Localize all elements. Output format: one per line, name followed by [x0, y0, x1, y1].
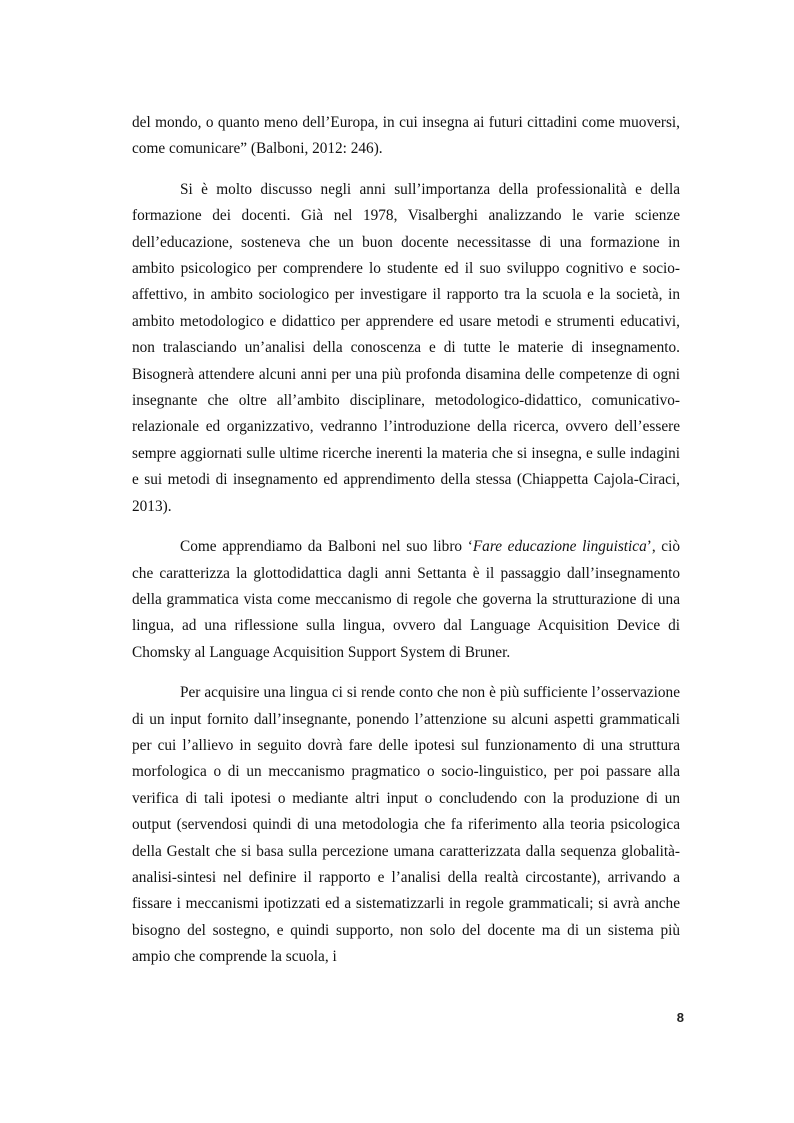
paragraph-teacher-training: Si è molto discusso negli anni sull’importanza della professionalità e della formazione dei docenti. Già nel 1978, Visalberghi analizzando le varie scienze dell’educazione, sosteneva che un buon docente necessitasse di una formazione in ambito psicologico per comprendere lo studente ed il suo sviluppo cognitivo e socio-affettivo, in ambito sociologico per investigare il rapporto tra la scuola e la società, in ambito metodologico e didattico per apprendere ed usare metodi e strumenti educativi, non tralasciando un’analisi della conoscenza e di tutte le materie di insegnamento. Bisognerà attendere alcuni anni per una più profonda disamina delle competenze di ogni insegnante che oltre all’ambito disciplinare, metodologico-didattico, comunicativo-relazionale ed organizzativo, vedranno l’introduzione della ricerca, ovvero dell’essere sempre aggiornati sulle ultime ricerche inerenti la materia che si insegna, e sulle indagini e sui metodi di insegnamento ed apprendimento della stessa (Chiappetta Cajola-Ciraci, 2013). — [132, 180, 680, 515]
paragraph-glottodidactics-end: ’, ciò che caratterizza la glottodidattica dagli anni Settanta è il passaggio dall’insegnamento della grammatica vista come meccanismo di regole che governa la strutturazione di una lingua, ad una riflessione sulla lingua, ovvero dal Language Acquisition Device di Chomsky al Language Acquisition Support System di Bruner. — [132, 538, 680, 661]
paragraph-language-acquisition: Per acquisire una lingua ci si rende conto che non è più sufficiente l’osservazione di un input fornito dall’insegnante, ponendo l’attenzione su alcuni aspetti grammaticali per cui l’allievo in seguito dovrà fare delle ipotesi sul funzionamento di una struttura morfologica o di un meccanismo pragmatico o socio-linguistico, per poi passare alla verifica di tali ipotesi o mediante altri input o concludendo con la produzione di un output (servendosi quindi di una metodologia che fa riferimento alla teoria psicologica della Gestalt che si basa sulla percezione umana caratterizzata dalla sequenza globalità-analisi-sintesi nel definire il rapporto e l’analisi della realtà circostante), arrivando a fissare i meccanismi ipotizzati ed a sistematizzarli in regole grammaticali; si avrà anche bisogno del sostegno, e quindi supporto, non solo del docente ma di un sistema più ampio che comprende la scuola, i — [132, 684, 680, 966]
paragraph-glottodidactics-start: Come apprendiamo da Balboni nel suo libro ‘ — [180, 538, 473, 556]
book-title: Fare educazione linguistica — [472, 538, 647, 556]
page-number: 8 — [676, 1010, 684, 1025]
paragraph-glottodidactics — [132, 534, 680, 666]
paragraph-continuation: del mondo, o quanto meno dell’Europa, in cui insegna ai futuri cittadini come muoversi, come comunicare” (Balboni, 2012: 246). — [132, 114, 680, 158]
body-text — [132, 110, 680, 985]
